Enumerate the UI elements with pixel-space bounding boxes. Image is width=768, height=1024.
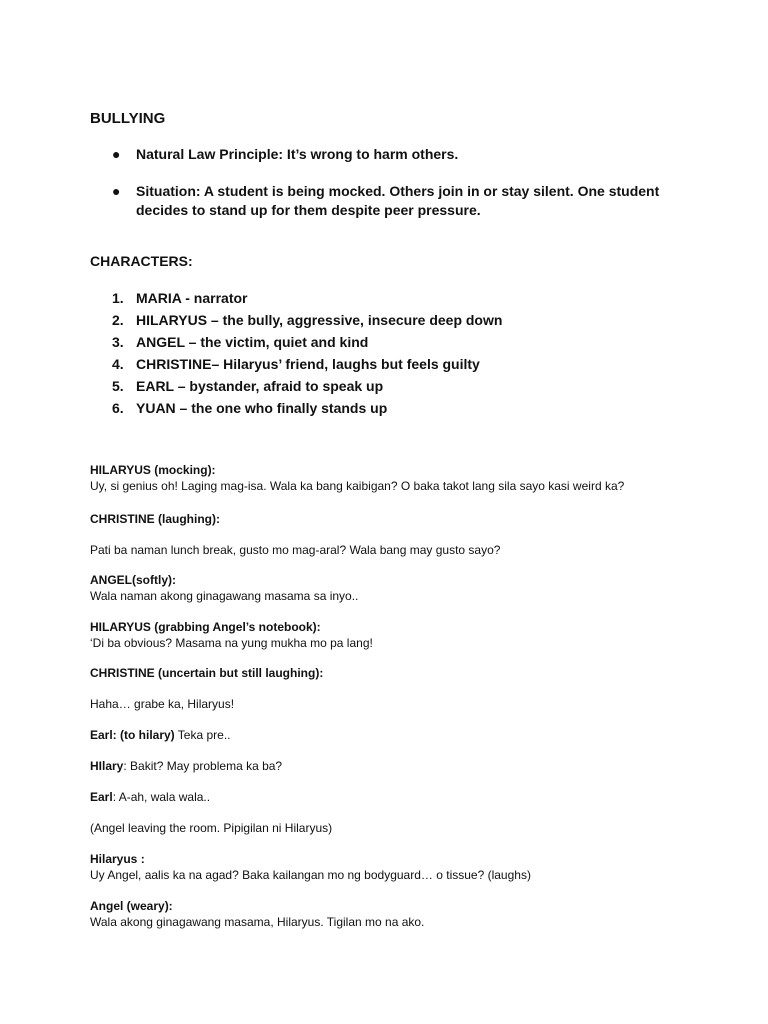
dialogue-block <box>90 573 358 604</box>
dialogue-block <box>90 543 500 559</box>
bullet-text: Situation: A student is being mocked. Others join in or stay silent. One student decides to stand up for them despite peer pressure. <box>136 183 660 218</box>
characters-heading: CHARACTERS: <box>90 253 193 269</box>
list-item <box>90 397 690 419</box>
speaker-label: HILARYUS (mocking): <box>90 463 216 477</box>
bullet-icon: ● <box>112 183 121 199</box>
dialogue-line: ‘Di ba obvious? Masama na yung mukha mo pa lang! <box>90 635 373 650</box>
character-text: ANGEL – the victim, quiet and kind <box>136 334 369 350</box>
dialogue-block <box>90 852 531 883</box>
list-number: 2. <box>112 312 124 328</box>
speaker-label: ANGEL(softly): <box>90 573 176 587</box>
character-text: YUAN – the one who finally stands up <box>136 400 388 416</box>
dialogue-block <box>90 728 231 744</box>
speaker-label: CHRISTINE (uncertain but still laughing): <box>90 666 324 680</box>
dialogue-line: : A-ah, wala wala.. <box>112 790 211 804</box>
character-text: HILARYUS – the bully, aggressive, insecure deep down <box>136 312 503 328</box>
list-number: 6. <box>112 400 124 416</box>
dialogue-line: Uy, si genius oh! Laging mag-isa. Wala ka bang kaibigan? O baka takot lang sila sayo kasi weird ka? <box>90 478 625 493</box>
dialogue-block <box>90 666 323 682</box>
dialogue-block <box>90 790 210 806</box>
dialogue-block <box>90 620 373 651</box>
speaker-label: HIlary <box>90 759 124 773</box>
dialogue-line: Uy Angel, aalis ka na agad? Baka kailangan mo ng bodyguard… o tissue? (laughs) <box>90 867 531 882</box>
dialogue-block <box>90 697 234 713</box>
character-text: CHRISTINE– Hilaryus’ friend, laughs but feels guilty <box>136 356 480 372</box>
document-title: BULLYING <box>90 110 166 127</box>
character-text: MARIA - narrator <box>136 290 248 306</box>
speaker-label: Earl: (to hilary) <box>90 728 175 742</box>
dialogue-block <box>90 821 332 837</box>
speaker-label: Earl <box>90 790 113 804</box>
dialogue-line: Wala akong ginagawang masama, Hilaryus. Tigilan mo na ako. <box>90 914 425 929</box>
list-number: 5. <box>112 378 124 394</box>
dialogue-block <box>90 463 624 494</box>
dialogue-line: Wala naman akong ginagawang masama sa inyo.. <box>90 588 359 603</box>
dialogue-block <box>90 899 424 930</box>
list-item <box>90 375 690 397</box>
speaker-label: Angel (weary): <box>90 899 173 913</box>
characters-list <box>90 287 690 419</box>
dialogue-block <box>90 759 282 775</box>
dialogue-line: : Bakit? May problema ka ba? <box>123 759 283 773</box>
stage-direction: (Angel leaving the room. Pipigilan ni Hilaryus) <box>90 821 333 835</box>
list-number: 1. <box>112 290 124 306</box>
list-item <box>90 145 690 164</box>
speaker-label: HILARYUS (grabbing Angel’s notebook): <box>90 620 321 634</box>
list-item <box>90 353 690 375</box>
dialogue-line: Pati ba naman lunch break, gusto mo mag-aral? Wala bang may gusto sayo? <box>90 543 501 557</box>
dialogue-block <box>90 512 220 528</box>
list-item <box>90 309 690 331</box>
dialogue-line: Teka pre.. <box>174 728 231 742</box>
list-number: 3. <box>112 334 124 350</box>
speaker-label: Hilaryus : <box>90 852 145 866</box>
list-item <box>90 331 690 353</box>
list-number: 4. <box>112 356 124 372</box>
character-text: EARL – bystander, afraid to speak up <box>136 378 384 394</box>
speaker-label: CHRISTINE (laughing): <box>90 512 220 526</box>
bullet-icon: ● <box>112 146 121 162</box>
bullet-text: Natural Law Principle: It’s wrong to harm others. <box>136 146 459 162</box>
principle-list <box>90 145 690 238</box>
list-item <box>90 182 690 220</box>
dialogue-line: Haha… grabe ka, Hilaryus! <box>90 697 235 711</box>
list-item <box>90 287 690 309</box>
